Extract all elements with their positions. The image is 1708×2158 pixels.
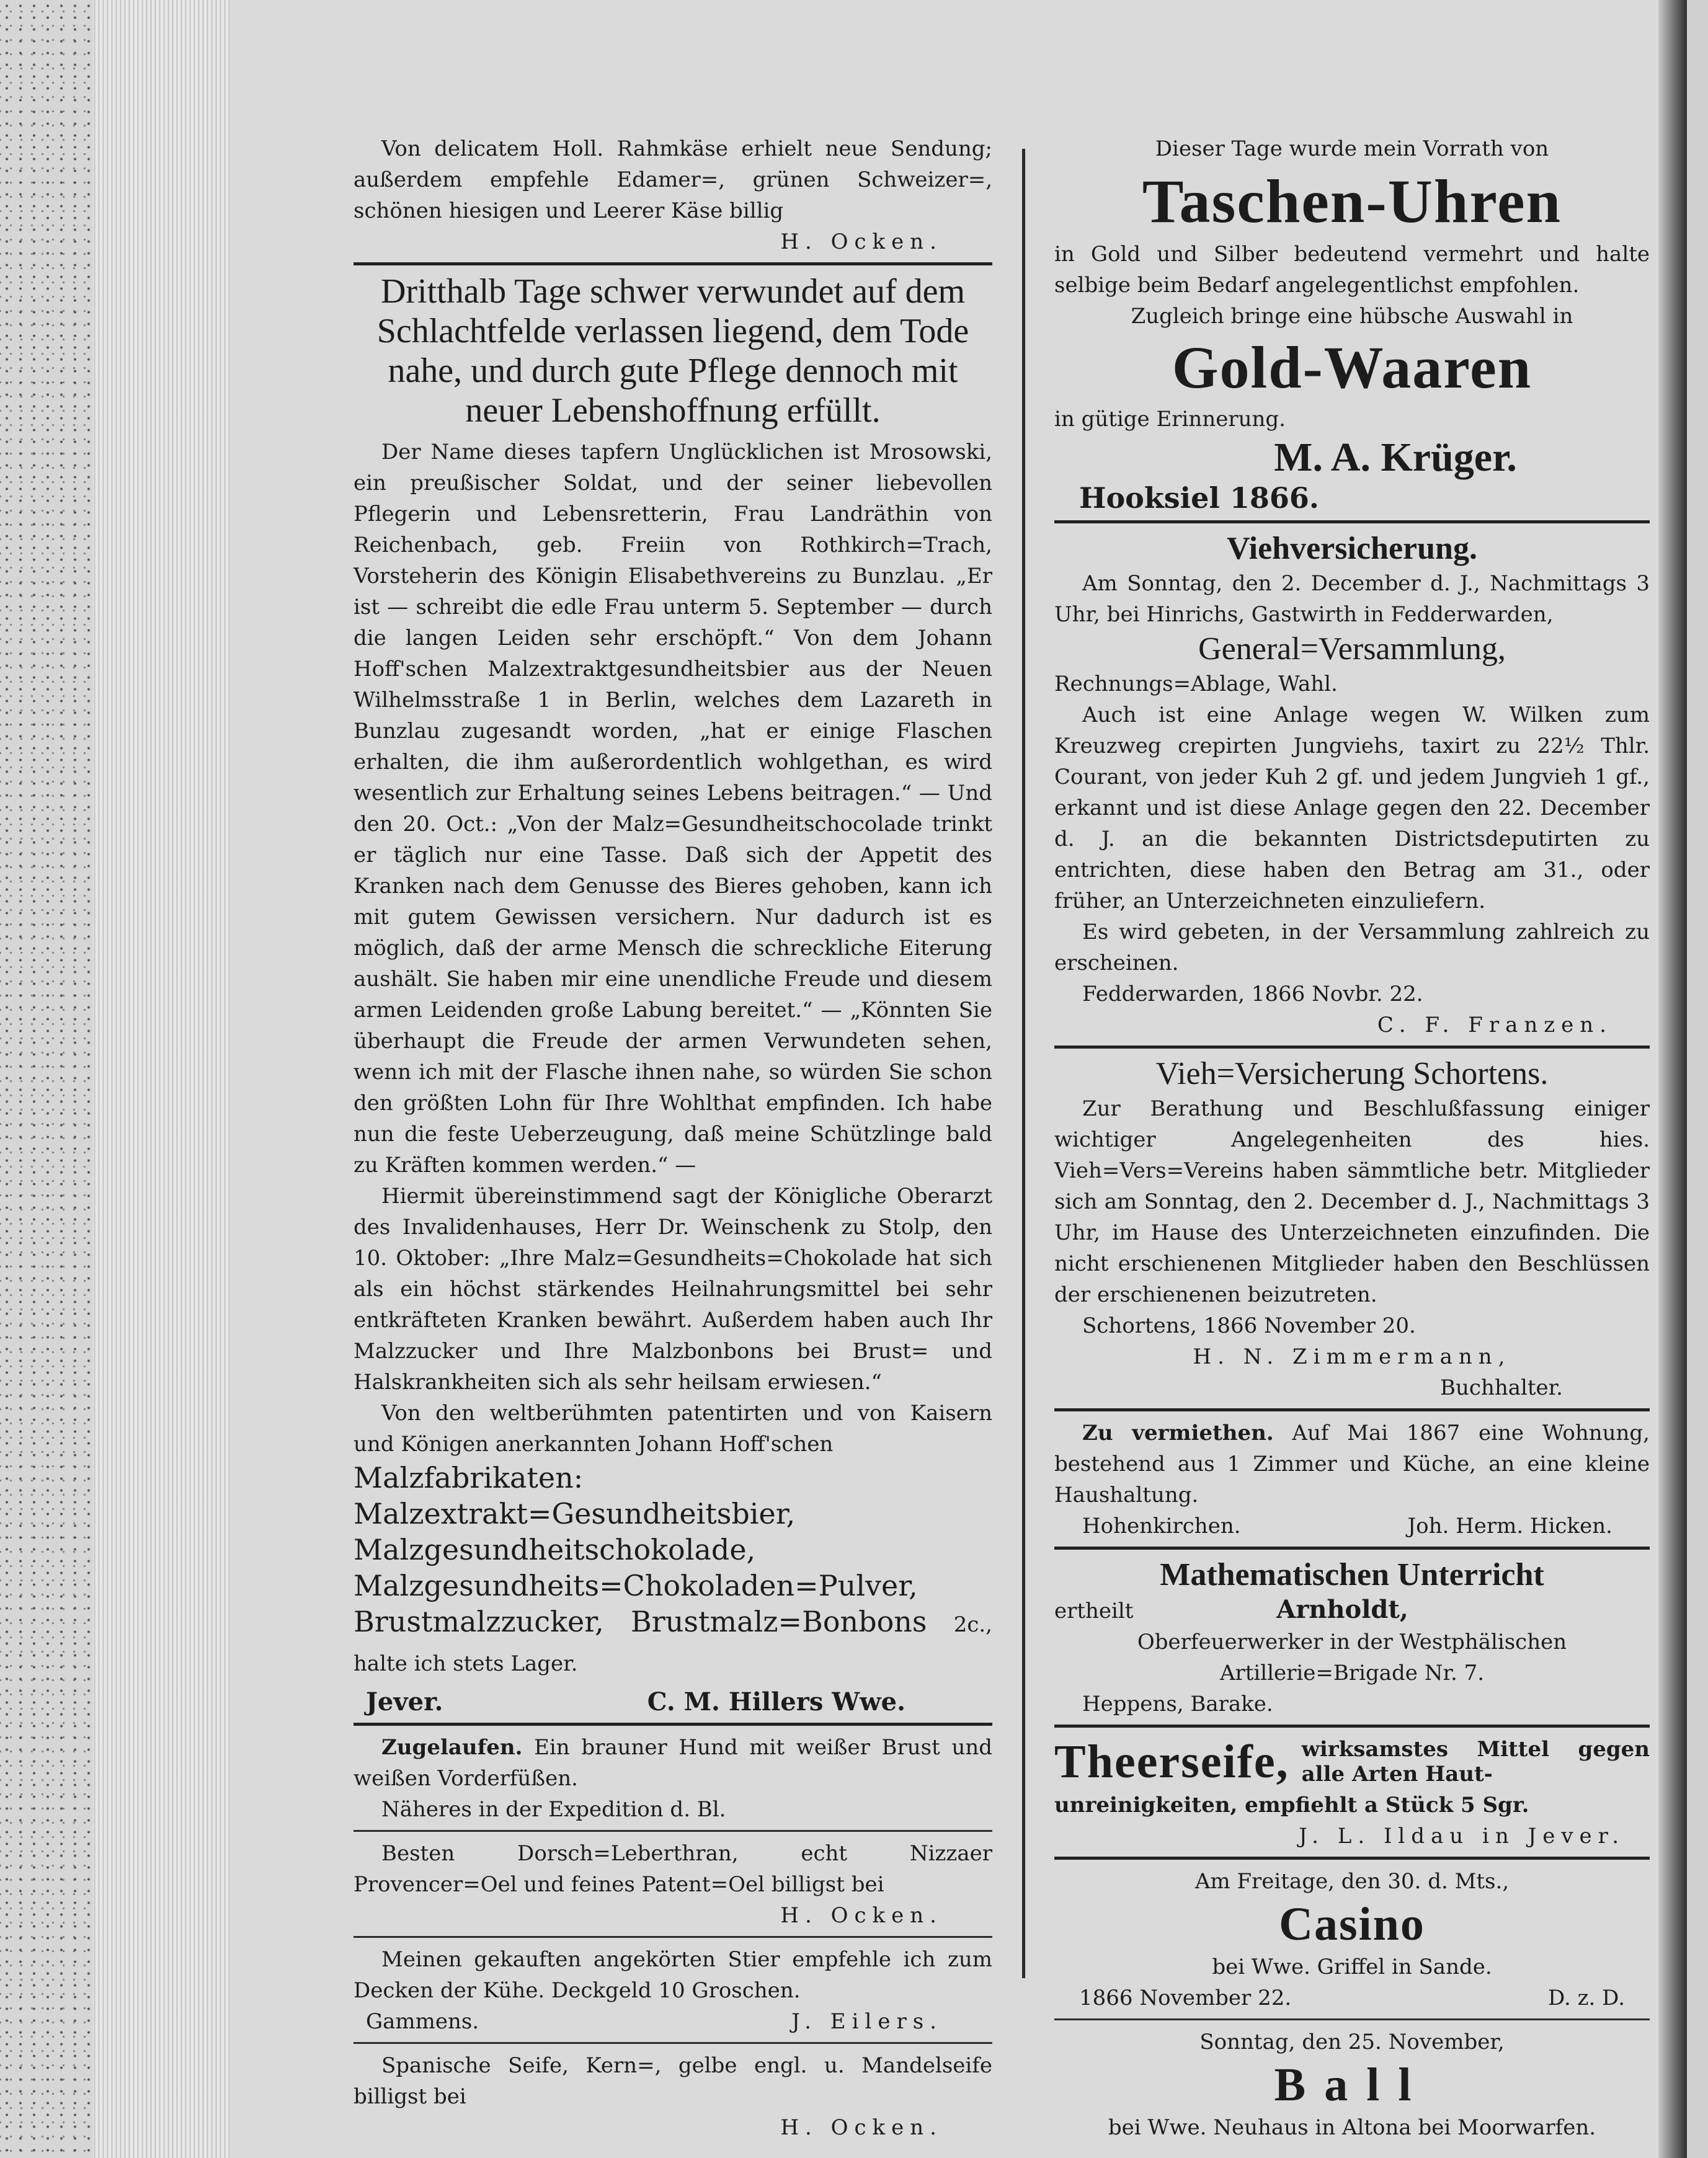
ad-cheese-sign: H. Ocken. — [780, 229, 943, 254]
article-paragraph-1: Der Name dieses tapfern Unglücklichen ist Mrosowski, ein preußischer Soldat, und der seiner liebevollen Pflegerin und Lebensretterin, Frau Landräthin von Reichenbach, geb. Freiin von Rothkirch=Trach, Vorsteherin des Königin Elisabethvereins zu Bunzlau. „Er ist — schreibt die edle Frau unterm 5. September — durch die langen Leiden sehr erschöpft.“ Von dem Johann Hoff'schen Malzextraktgesundheitsbier aus der Neuen Wilhelmsstraße 1 in Berlin, welches dem Lazareth in Bunzlau zugesandt worden, „hat er einige Flaschen erhalten, die ihm außerordentlich wohlgethan, es wird wesentlich zur Erhaltung seines Lebens beitragen.“ — Und den 20. Oct.: „Von der Malz=Gesundheitschocolade trinkt er täglich nur eine Tasse. Daß sich der Appetit des Kranken nach dem Genusse des Bieres gehoben, kann ich mit gutem Gewissen versichern. Nur dadurch ist es möglich, daß der arme Mensch die schreckliche Eiterung aushält. Sie haben mir eine unendliche Freude und diesem armen Leidenden große Labung bereitet.“ — „Könnten Sie überhaupt die Freude der armen Verwundeten sehen, wenn ich mit der Flasche ihnen nahe, so würden Sie schon den größten Lohn für Ihre Wohlthat empfinden. Ich habe nun die feste Ueberzeugung, daß meine Schützlinge bald zu Kräften kommen werden.“ — — [354, 440, 992, 1178]
cattle-paragraph-2: Es wird gebeten, in der Versammlung zahlreich zu erscheinen. — [1054, 920, 1650, 975]
rent-sign: Joh. Herm. Hicken. — [1407, 1514, 1612, 1539]
article-products-tail: 2c., halte ich stets Lager. — [354, 1612, 992, 1676]
schortens-role: Buchhalter. — [1440, 1375, 1563, 1400]
watches-line-2: in Gold und Silber bedeutend vermehrt und halte selbige beim Bedarf angelegentlichst empfohlen. — [1054, 242, 1650, 298]
column-divider — [1022, 149, 1025, 1978]
ad-soap — [354, 2050, 992, 2143]
ad-dog — [354, 1732, 992, 1825]
ad-bull-sign: J. Eilers. — [791, 2009, 943, 2034]
rule — [1054, 1725, 1650, 1728]
rule — [354, 1830, 992, 1832]
rule — [1054, 1408, 1650, 1411]
schortens-sign: H. N. Zimmermann, — [1193, 1344, 1511, 1369]
article-signature — [354, 1687, 992, 1718]
ad-rent — [1054, 1418, 1650, 1542]
ad-bull-footer — [354, 2006, 992, 2037]
casino-line-1: Am Freitage, den 30. d. Mts., — [1194, 1869, 1510, 1894]
watches-line-4: in gütige Erinnerung. — [1054, 407, 1286, 432]
ad-soap-text: Spanische Seife, Kern=, gelbe engl. u. Mandelseife billigst bei — [354, 2053, 992, 2109]
left-column — [354, 133, 992, 2143]
math-role: Oberfeuerwerker in der Westphälischen Artillerie=Brigade Nr. 7. — [1137, 1630, 1567, 1685]
ad-math-lessons — [1054, 1556, 1650, 1720]
ad-cattle-schortens — [1054, 1055, 1650, 1403]
tar-text-2: unreinigkeiten, empfiehlt a Stück 5 Sgr. — [1054, 1793, 1529, 1818]
rent-footer — [1054, 1511, 1650, 1542]
cattle-text: Am Sonntag, den 2. December d. J., Nachmittags 3 Uhr, bei Hinrichs, Gastwirth in Fedderwarden, — [1054, 571, 1650, 627]
math-place: Heppens, Barake. — [1082, 1692, 1273, 1716]
rent-lead: Zu vermiethen. — [1082, 1421, 1274, 1445]
rule — [1054, 1547, 1650, 1550]
gutter-shadow — [1658, 0, 1687, 2158]
math-title: Mathematischen Unterricht — [1160, 1557, 1544, 1592]
article-products: Malzfabrikaten: Malzextrakt=Gesundheitsbier, Malzgesundheitschokolade, Malzgesundheits=Chokoladen=Pulver, Brustmalzzucker, Brustmalz=Bonbons — [354, 1461, 927, 1638]
rule — [1054, 520, 1650, 523]
ad-dog-note: Näheres in der Expedition d. Bl. — [381, 1797, 726, 1822]
ad-bull-text: Meinen gekauften angekörten Stier empfehle ich zum Decken der Kühe. Deckgeld 10 Groschen. — [354, 1947, 992, 2003]
rule — [354, 1723, 992, 1726]
cattle-date: Fedderwarden, 1866 Novbr. 22. — [1082, 982, 1423, 1006]
article-sign-name: C. M. Hillers Wwe. — [647, 1687, 905, 1716]
ball-line-2: bei Wwe. Neuhaus in Altona bei Moorwarfen. — [1108, 2115, 1596, 2140]
rule — [354, 2042, 992, 2044]
tar-text-1: wirksamstes Mittel gegen alle Arten Haut- — [1301, 1737, 1650, 1787]
watches-merchant: M. A. Krüger. — [1274, 435, 1517, 480]
watches-headline: Taschen-Uhren — [1142, 167, 1562, 236]
article-product-list — [354, 1460, 992, 1682]
watches-line-3: Zugleich bringe eine hübsche Auswahl in — [1131, 304, 1573, 329]
ad-bull-place: Gammens. — [366, 2009, 479, 2034]
schortens-text: Zur Berathung und Beschlußfassung einiger wichtiger Angelegenheiten des hies. Vieh=Vers=Vereins haben sämmtliche betr. Mitglieder sich am Sonntag, den 2. December d. J., Nachmittags 3 Uhr, im Hause des Unterzeichneten einzufinden. Die nicht erschienenen Mitglieder haben den Beschlüssen der erschienenen beizutreten. — [1054, 1096, 1650, 1307]
ad-cheese — [354, 133, 992, 257]
cattle-title: Viehversicherung. — [1227, 531, 1477, 566]
ad-tar-soap — [1054, 1734, 1650, 1852]
ad-dog-text: Ein brauner Hund mit weißer Brust und weißen Vorderfüßen. — [354, 1735, 992, 1791]
right-column — [1054, 133, 1650, 2143]
book-edge-speckle — [0, 0, 93, 2158]
ad-watches — [1054, 133, 1650, 515]
schortens-date: Schortens, 1866 November 20. — [1082, 1313, 1416, 1338]
ad-ball — [1054, 2027, 1650, 2143]
casino-date: 1866 November 22. — [1079, 1986, 1292, 2010]
ball-line-1: Sonntag, den 25. November, — [1199, 2030, 1505, 2054]
casino-headline: Casino — [1279, 1898, 1425, 1950]
cattle-assembly: General=Versammlung, — [1198, 631, 1506, 667]
ad-oil-text: Besten Dorsch=Leberthran, echt Nizzaer Provencer=Oel und feines Patent=Oel billigst bei — [354, 1841, 992, 1897]
tar-header — [1054, 1734, 1650, 1790]
rent-text: Auf Mai 1867 eine Wohnung, bestehend aus 1 Zimmer und Küche, an eine kleine Haushaltung. — [1054, 1421, 1650, 1507]
cattle-paragraph-1: Auch ist eine Anlage wegen W. Wilken zum Kreuzweg crepirten Jungviehs, taxirt zu 22½ Thlr. Courant, von jeder Kuh 2 gf. und jedem Jungvieh 1 gf., erkannt und ist diese Anlage gegen den 22. December d. J. an die bekannten Districtsdeputirten zu entrichten, diese haben den Betrag am 31., oder früher, an Unterzeichneten einzuliefern. — [1054, 703, 1650, 913]
rule — [354, 262, 992, 265]
article-paragraph-2: Hiermit übereinstimmend sagt der Königliche Oberarzt des Invalidenhauses, Herr Dr. Weinschenk zu Stolp, den 10. Oktober: „Ihre Malz=Gesundheits=Chokolade hat sich als ein höchst stärkendes Heilnahrungsmittel bei sehr entkräfteten Kranken bewährt. Außerdem haben auch Ihr Malzzucker und Ihre Malzbonbons bei Brust= und Halskrankheiten sich als sehr heilsam erwiesen.“ — [354, 1184, 992, 1395]
casino-sign: D. z. D. — [1547, 1986, 1625, 2010]
ad-bull — [354, 1944, 992, 2037]
watches-place: Hooksiel 1866. — [1079, 481, 1319, 515]
casino-footer — [1054, 1983, 1650, 2014]
rule — [1054, 1857, 1650, 1860]
ad-cheese-text: Von delicatem Holl. Rahmkäse erhielt neue Sendung; außerdem empfehle Edamer=, grünen Schweizer=, schönen hiesigen und Leerer Käse billig — [354, 136, 992, 223]
cattle-sign: C. F. Franzen. — [1377, 1013, 1612, 1037]
article-headline: Dritthalb Tage schwer verwundet auf dem Schlachtfelde verlassen liegend, dem Tode nahe, und durch gute Pflege dennoch mit neuer Lebenshoffnung erfüllt. — [376, 272, 969, 430]
ad-casino — [1054, 1866, 1650, 2014]
rule — [1054, 1046, 1650, 1049]
tar-sign: J. L. Ildau in Jever. — [1299, 1824, 1625, 1849]
gold-wares-headline: Gold-Waaren — [1172, 334, 1532, 401]
article-paragraph-3: Von den weltberühmten patentirten und von Kaisern und Königen anerkannten Johann Hoff'schen — [354, 1401, 992, 1457]
watches-line-1: Dieser Tage wurde mein Vorrath von — [1155, 136, 1549, 161]
schortens-title: Vieh=Versicherung Schortens. — [1155, 1056, 1549, 1091]
article-sign-place: Jever. — [366, 1687, 443, 1716]
cattle-agenda: Rechnungs=Ablage, Wahl. — [1054, 672, 1338, 696]
ball-headline: Ball — [1274, 2059, 1430, 2111]
rule — [354, 1936, 992, 1938]
ad-oil — [354, 1838, 992, 1931]
math-name: Arnholdt, — [1276, 1595, 1408, 1624]
article-malt — [354, 272, 992, 1718]
ad-oil-sign: H. Ocken. — [780, 1903, 943, 1928]
ad-dog-lead: Zugelaufen. — [381, 1735, 523, 1760]
ad-cattle-insurance — [1054, 530, 1650, 1041]
rule — [1054, 2018, 1650, 2020]
casino-line-2: bei Wwe. Griffel in Sande. — [1212, 1955, 1492, 1979]
math-lead: ertheilt — [1054, 1599, 1134, 1623]
rent-place: Hohenkirchen. — [1082, 1514, 1241, 1539]
ad-soap-sign: H. Ocken. — [780, 2115, 943, 2140]
tar-headline: Theerseife, — [1054, 1736, 1289, 1788]
